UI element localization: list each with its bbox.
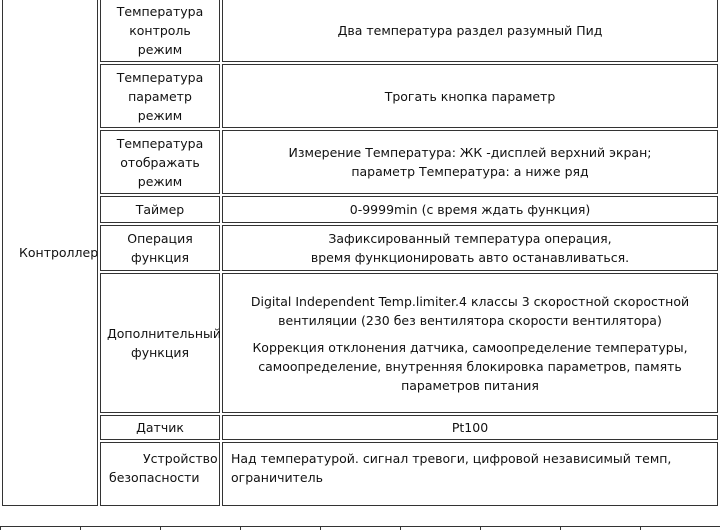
param-label: Устройство [143, 451, 218, 466]
param-cell [100, 225, 220, 271]
value-text: Digital Independent Temp.limiter.4 классы 3 скоростной скоростной вентиляции (230 без вентилятора скорости вентилятора) [250, 293, 690, 328]
table-row [2, 225, 718, 271]
param-cell [100, 273, 220, 413]
param-cell [100, 130, 220, 194]
value-cell [222, 442, 718, 506]
table-row [2, 0, 718, 62]
param-cell [100, 0, 220, 62]
value-cell [222, 0, 718, 62]
value-text: Два температура раздел разумный Пид [337, 22, 603, 38]
value-cell [222, 225, 718, 271]
param-label: режим [137, 173, 183, 189]
param-label: Температура [116, 135, 204, 151]
param-label: контроль [129, 22, 191, 38]
table-row [2, 64, 718, 128]
table-row [2, 273, 718, 413]
table-row [2, 196, 718, 223]
param-label: Температура [116, 3, 204, 19]
value-cell [222, 64, 718, 128]
param-label: режим [137, 41, 183, 57]
value-cell [222, 415, 718, 440]
param-label: Температура [116, 69, 204, 85]
param-label: Датчик [136, 420, 184, 435]
param-label: параметр [128, 88, 192, 104]
param-label: безопасности [109, 470, 200, 485]
value-text: Коррекция отклонения датчика, самоопределение температуры, самоопределение, внутренняя блокировка параметров, память параметров питания [252, 339, 688, 393]
param-label: Операция [127, 231, 193, 246]
value-text: Зафиксированный температура операция, [328, 231, 612, 246]
table-row [2, 130, 718, 194]
value-text: 0-9999min (с время ждать функция) [349, 202, 591, 217]
group-label-cell [2, 0, 98, 506]
param-cell [100, 442, 220, 506]
value-cell [222, 130, 718, 194]
table-row [2, 442, 718, 506]
table-row [2, 415, 718, 440]
group-label: Контроллер [19, 244, 99, 260]
value-text: Измерение Температура: ЖК -дисплей верхний экран; [288, 145, 652, 160]
value-text: параметр Температура: а ниже ряд [351, 164, 589, 179]
next-table-top-edge [0, 526, 720, 530]
value-text: Над температурой. сигнал тревоги, цифровой независимый темп, ограничитель [231, 451, 672, 485]
paragraph-gap [241, 330, 699, 338]
param-cell [100, 415, 220, 440]
param-cell [100, 64, 220, 128]
value-text: Pt100 [451, 420, 489, 435]
value-text: Трогать кнопка параметр [384, 88, 556, 104]
param-label: Дополнительный [107, 326, 222, 341]
param-label: Таймер [135, 202, 185, 217]
param-label: функция [131, 345, 189, 360]
param-cell [100, 196, 220, 223]
param-label: функция [131, 250, 189, 265]
value-cell [222, 196, 718, 223]
param-label: отображать [120, 154, 200, 170]
value-cell [222, 273, 718, 413]
value-text: время функционировать авто останавливаться. [310, 250, 630, 265]
param-label: режим [137, 107, 183, 123]
